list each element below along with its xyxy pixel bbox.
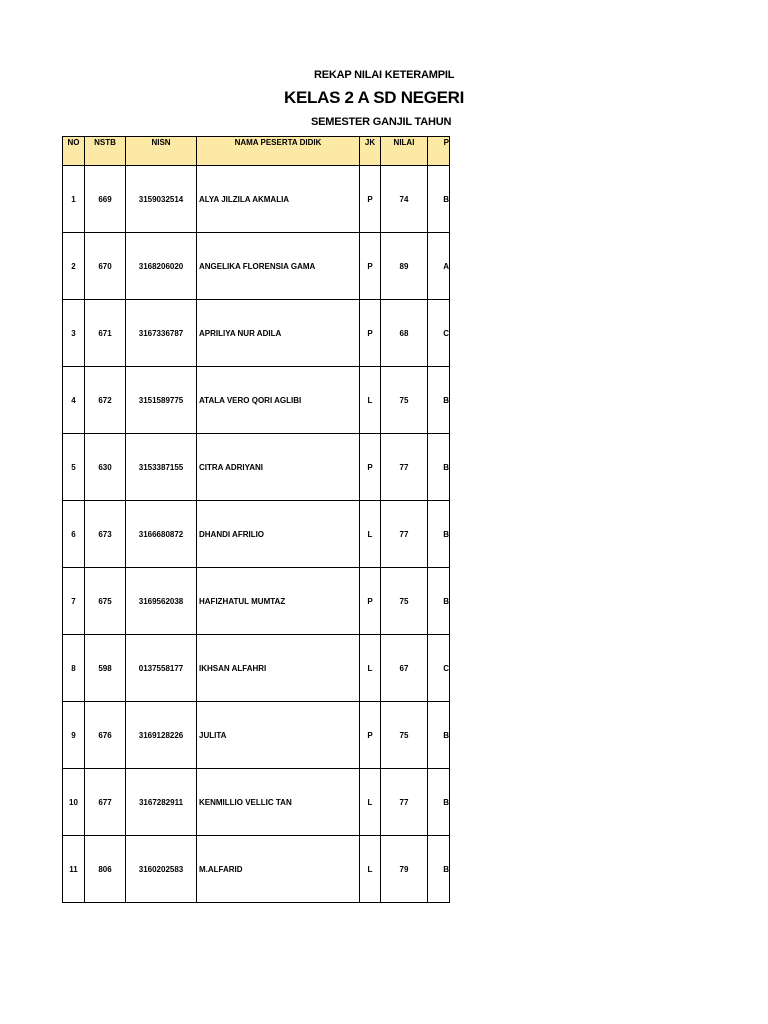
table-row — [63, 434, 450, 501]
cell-nilai: 77 — [381, 769, 428, 836]
cell-name: ANGELIKA FLORENSIA GAMA — [197, 233, 360, 300]
table-row — [63, 501, 450, 568]
cell-nstb: 676 — [85, 702, 126, 769]
table-row — [63, 300, 450, 367]
cell-predikat: C — [428, 300, 450, 367]
cell-nilai: 75 — [381, 367, 428, 434]
grades-table — [62, 136, 450, 903]
cell-predikat: C — [428, 635, 450, 702]
cell-jk: P — [360, 702, 381, 769]
cell-nisn: 3168206020 — [126, 233, 197, 300]
cell-nisn: 0137558177 — [126, 635, 197, 702]
cell-no: 9 — [63, 702, 85, 769]
table-row — [63, 367, 450, 434]
cell-predikat: B — [428, 166, 450, 233]
cell-no: 3 — [63, 300, 85, 367]
cell-name: HAFIZHATUL MUMTAZ — [197, 568, 360, 635]
report-title: REKAP NILAI KETERAMPIL — [314, 69, 455, 81]
cell-nisn: 3153387155 — [126, 434, 197, 501]
cell-predikat: B — [428, 702, 450, 769]
table-row — [63, 233, 450, 300]
cell-nilai: 75 — [381, 702, 428, 769]
col-header-jk: JK — [360, 137, 381, 166]
col-header-no: NO — [63, 137, 85, 166]
cell-nstb: 673 — [85, 501, 126, 568]
cell-name: ATALA VERO QORI AGLIBI — [197, 367, 360, 434]
cell-nilai: 74 — [381, 166, 428, 233]
cell-predikat: B — [428, 501, 450, 568]
cell-no: 7 — [63, 568, 85, 635]
cell-jk: L — [360, 635, 381, 702]
table-row — [63, 568, 450, 635]
cell-nilai: 67 — [381, 635, 428, 702]
col-header-nstb: NSTB — [85, 137, 126, 166]
cell-no: 10 — [63, 769, 85, 836]
cell-nisn: 3169562038 — [126, 568, 197, 635]
cell-nstb: 675 — [85, 568, 126, 635]
cell-nstb: 669 — [85, 166, 126, 233]
table-row — [63, 166, 450, 233]
cell-no: 4 — [63, 367, 85, 434]
cell-predikat: B — [428, 568, 450, 635]
table-row — [63, 635, 450, 702]
col-header-nisn: NISN — [126, 137, 197, 166]
cell-no: 2 — [63, 233, 85, 300]
cell-nstb: 630 — [85, 434, 126, 501]
cell-nstb: 670 — [85, 233, 126, 300]
cell-nilai: 68 — [381, 300, 428, 367]
class-title: KELAS 2 A SD NEGERI — [284, 88, 465, 107]
cell-name: DHANDI AFRILIO — [197, 501, 360, 568]
cell-nilai: 79 — [381, 836, 428, 903]
table-row — [63, 769, 450, 836]
col-header-predikat: P — [428, 137, 450, 166]
cell-nstb: 671 — [85, 300, 126, 367]
cell-name: IKHSAN ALFAHRI — [197, 635, 360, 702]
cell-jk: P — [360, 233, 381, 300]
cell-nilai: 89 — [381, 233, 428, 300]
cell-nisn: 3166680872 — [126, 501, 197, 568]
cell-jk: P — [360, 300, 381, 367]
cell-nstb: 598 — [85, 635, 126, 702]
cell-name: JULITA — [197, 702, 360, 769]
cell-nilai: 75 — [381, 568, 428, 635]
col-header-nilai: NILAI — [381, 137, 428, 166]
cell-no: 8 — [63, 635, 85, 702]
table-row — [63, 702, 450, 769]
header-row — [63, 137, 450, 166]
cell-nisn: 3151589775 — [126, 367, 197, 434]
cell-nisn: 3160202583 — [126, 836, 197, 903]
cell-no: 5 — [63, 434, 85, 501]
cell-nilai: 77 — [381, 434, 428, 501]
cell-predikat: B — [428, 434, 450, 501]
table-row — [63, 836, 450, 903]
cell-no: 1 — [63, 166, 85, 233]
cell-name: M.ALFARID — [197, 836, 360, 903]
cell-predikat: B — [428, 367, 450, 434]
semester-title: SEMESTER GANJIL TAHUN — [311, 116, 452, 128]
cell-predikat: A — [428, 233, 450, 300]
cell-jk: L — [360, 501, 381, 568]
cell-nisn: 3159032514 — [126, 166, 197, 233]
cell-jk: P — [360, 166, 381, 233]
cell-nisn: 3167336787 — [126, 300, 197, 367]
cell-predikat: B — [428, 836, 450, 903]
cell-jk: L — [360, 367, 381, 434]
cell-jk: L — [360, 769, 381, 836]
table-header — [63, 137, 450, 166]
cell-nisn: 3167282911 — [126, 769, 197, 836]
cell-nstb: 677 — [85, 769, 126, 836]
col-header-name: NAMA PESERTA DIDIK — [197, 137, 360, 166]
cell-name: APRILIYA NUR ADILA — [197, 300, 360, 367]
cell-jk: L — [360, 836, 381, 903]
cell-nstb: 806 — [85, 836, 126, 903]
cell-nisn: 3169128226 — [126, 702, 197, 769]
cell-name: CITRA ADRIYANI — [197, 434, 360, 501]
cell-nilai: 77 — [381, 501, 428, 568]
cell-name: ALYA JILZILA AKMALIA — [197, 166, 360, 233]
cell-name: KENMILLIO VELLIC TAN — [197, 769, 360, 836]
table-body — [63, 166, 450, 903]
cell-predikat: B — [428, 769, 450, 836]
cell-no: 6 — [63, 501, 85, 568]
cell-no: 11 — [63, 836, 85, 903]
cell-jk: P — [360, 434, 381, 501]
cell-jk: P — [360, 568, 381, 635]
cell-nstb: 672 — [85, 367, 126, 434]
